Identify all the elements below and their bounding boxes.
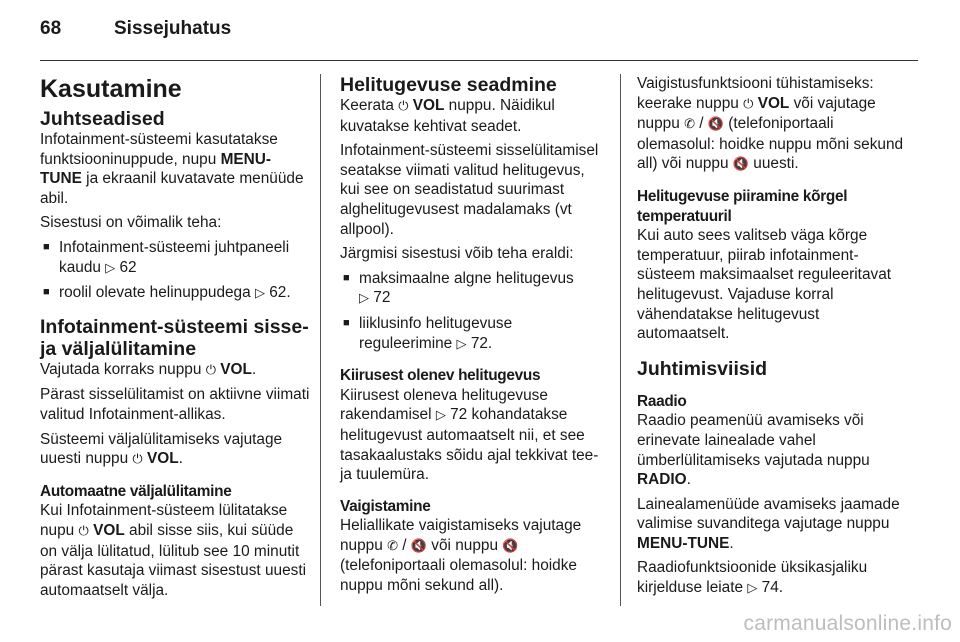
- paragraph: Kiirusest oleneva helitugevuse rakendamisel ▷ 72 kohandatakse helitugevust automaatselt nii, et see tasakaalustaks sõidu ajal tekkivat tee- ja tuulemüra.: [340, 386, 599, 484]
- paragraph: Raadio peamenüü avamiseks või erinevate lainealade vahel ümberlülitamiseks vajutada nuppu RADIO.: [637, 412, 870, 489]
- chapter-title: Sissejuhatus: [114, 18, 232, 39]
- page-reference-icon: ▷: [254, 286, 265, 302]
- page-reference[interactable]: 72.: [470, 334, 493, 352]
- subsection-heading: Juhtseadised: [40, 108, 165, 130]
- power-icon: ⏻: [743, 96, 754, 112]
- mute-icon: 🔇: [707, 117, 724, 133]
- column-divider: [320, 74, 321, 606]
- phone-icon: ✆: [387, 538, 398, 554]
- paragraph: Heliallikate vaigistamiseks vajutage nuppu ✆ / 🔇 või nuppu 🔇 (telefoniportaali olemasolul: hoidke nuppu mõni sekund all).: [340, 517, 582, 595]
- subsection-heading: Infotainment-süsteemi sisse- ja väljalülitamine: [40, 315, 309, 360]
- page-number: 68: [40, 18, 62, 39]
- page-reference-icon: ▷: [105, 260, 116, 276]
- menu-tune-key: MENU-TUNE: [637, 534, 730, 552]
- minor-heading: Helitugevuse piiramine kõrgel temperatuuril: [637, 187, 848, 225]
- vol-key: VOL: [220, 360, 252, 378]
- minor-heading: Automaatne väljalülitamine: [40, 482, 232, 500]
- list-item: ■ maksimaalne algne helitugevus ▷ 72: [340, 269, 604, 309]
- paragraph: Raadiofunktsioonide üksikasjaliku kirjelduse leiate ▷ 74.: [637, 559, 868, 597]
- paragraph: Sisestusi on võimalik teha:: [40, 214, 222, 232]
- paragraph: Vajutada korraks nuppu ⏻ VOL.: [40, 360, 257, 378]
- vol-key: VOL: [93, 521, 125, 539]
- paragraph: Infotainment-süsteemi kasutatakse funktsiooninuppude, nupu MENU-TUNE ja ekraanil kuvatavate menüüde abil.: [40, 131, 304, 207]
- paragraph: Keerata ⏻ VOL nuppu. Näidikul kuvatakse kehtivat seadet.: [340, 97, 555, 135]
- page-header: [40, 18, 231, 40]
- subsection-heading: Helitugevuse seadmine: [340, 74, 557, 96]
- mute-icon: 🔇: [502, 538, 519, 554]
- vol-key: VOL: [412, 97, 445, 114]
- page-reference[interactable]: 62: [119, 258, 137, 276]
- paragraph: Süsteemi väljalülitamiseks vajutage uuesti nuppu ⏻ VOL.: [40, 430, 283, 468]
- mute-icon: 🔇: [410, 538, 427, 554]
- paragraph: Infotainment-süsteemi sisselülitamisel seatakse viimati valitud helitugevus, kui see on seadistatud suurimast alghelitugevusest madalamaks (vt allpool).: [340, 142, 599, 238]
- page-reference-icon: ▷: [747, 581, 758, 597]
- vol-key: VOL: [757, 94, 790, 112]
- bullet-list: [40, 238, 312, 304]
- header-rule: [40, 60, 918, 61]
- paragraph: Kui Infotainment-süsteem lülitatakse nupu ⏻ VOL abil sisse siis, kui süüde on välja lülitatud, lülitub see 10 minutit pärast kasutaja viimast sisestust uuesti automaatselt välja.: [40, 502, 307, 599]
- page-reference[interactable]: 72: [373, 289, 391, 307]
- list-item: ■ Infotainment-süsteemi juhtpaneeli kaudu ▷ 62: [40, 238, 312, 278]
- page-reference-icon: ▷: [456, 336, 467, 352]
- minor-heading: Kiirusest olenev helitugevus: [340, 367, 541, 385]
- power-icon: ⏻: [205, 362, 216, 378]
- vol-key: VOL: [147, 450, 179, 468]
- bullet-list: [340, 269, 604, 354]
- subsection-heading: Juhtimisviisid: [637, 357, 768, 380]
- phone-icon: ✆: [684, 117, 695, 133]
- column-2: [340, 74, 604, 601]
- page-reference[interactable]: 72: [450, 406, 468, 424]
- section-title: Kasutamine: [40, 75, 182, 103]
- list-item: ■ roolil olevate helinuppudega ▷ 62.: [40, 283, 312, 304]
- power-icon: ⏻: [132, 452, 143, 468]
- minor-heading: Raadio: [637, 392, 687, 410]
- menu-tune-key: MENU-TUNE: [40, 150, 272, 188]
- page-reference[interactable]: 74.: [761, 579, 784, 597]
- page-reference-icon: ▷: [359, 291, 369, 307]
- paragraph: Kui auto sees valitseb väga kõrge temperatuur, piirab infotainment-süsteem maksimaalset reguleeritavat helitugevust. Vajaduse korral vähendatakse helitugevust automaatselt.: [637, 227, 892, 343]
- column-divider: [620, 74, 621, 606]
- power-icon: ⏻: [78, 523, 89, 539]
- radio-key: RADIO: [637, 471, 687, 489]
- mute-icon: 🔇: [732, 157, 750, 173]
- column-3: [637, 74, 907, 604]
- minor-heading: Vaigistamine: [340, 497, 431, 515]
- list-item: ■ liiklusinfo helitugevuse reguleerimine ▷ 72.: [340, 314, 604, 354]
- watermark: carmanualsonline.info: [743, 612, 952, 635]
- power-icon: ⏻: [398, 99, 409, 114]
- paragraph: Pärast sisselülitamist on aktiivne viimati valitud Infotainment-allikas.: [40, 386, 310, 423]
- paragraph: Vaigistusfunktsiooni tühistamiseks: keerake nuppu ⏻ VOL või vajutage nuppu ✆ / 🔇 (telefoniportaali olemasolul: hoidke nuppu mõni sekund all) või nuppu 🔇 uuesti.: [637, 75, 904, 173]
- page-reference[interactable]: 62.: [269, 284, 291, 302]
- column-1: [40, 74, 312, 605]
- paragraph: Järgmisi sisestusi võib teha eraldi:: [340, 245, 574, 263]
- paragraph: Lainealamenüüde avamiseks jaamade valimise suvanditega vajutage nuppu MENU-TUNE.: [637, 495, 900, 552]
- page-reference-icon: ▷: [435, 408, 446, 424]
